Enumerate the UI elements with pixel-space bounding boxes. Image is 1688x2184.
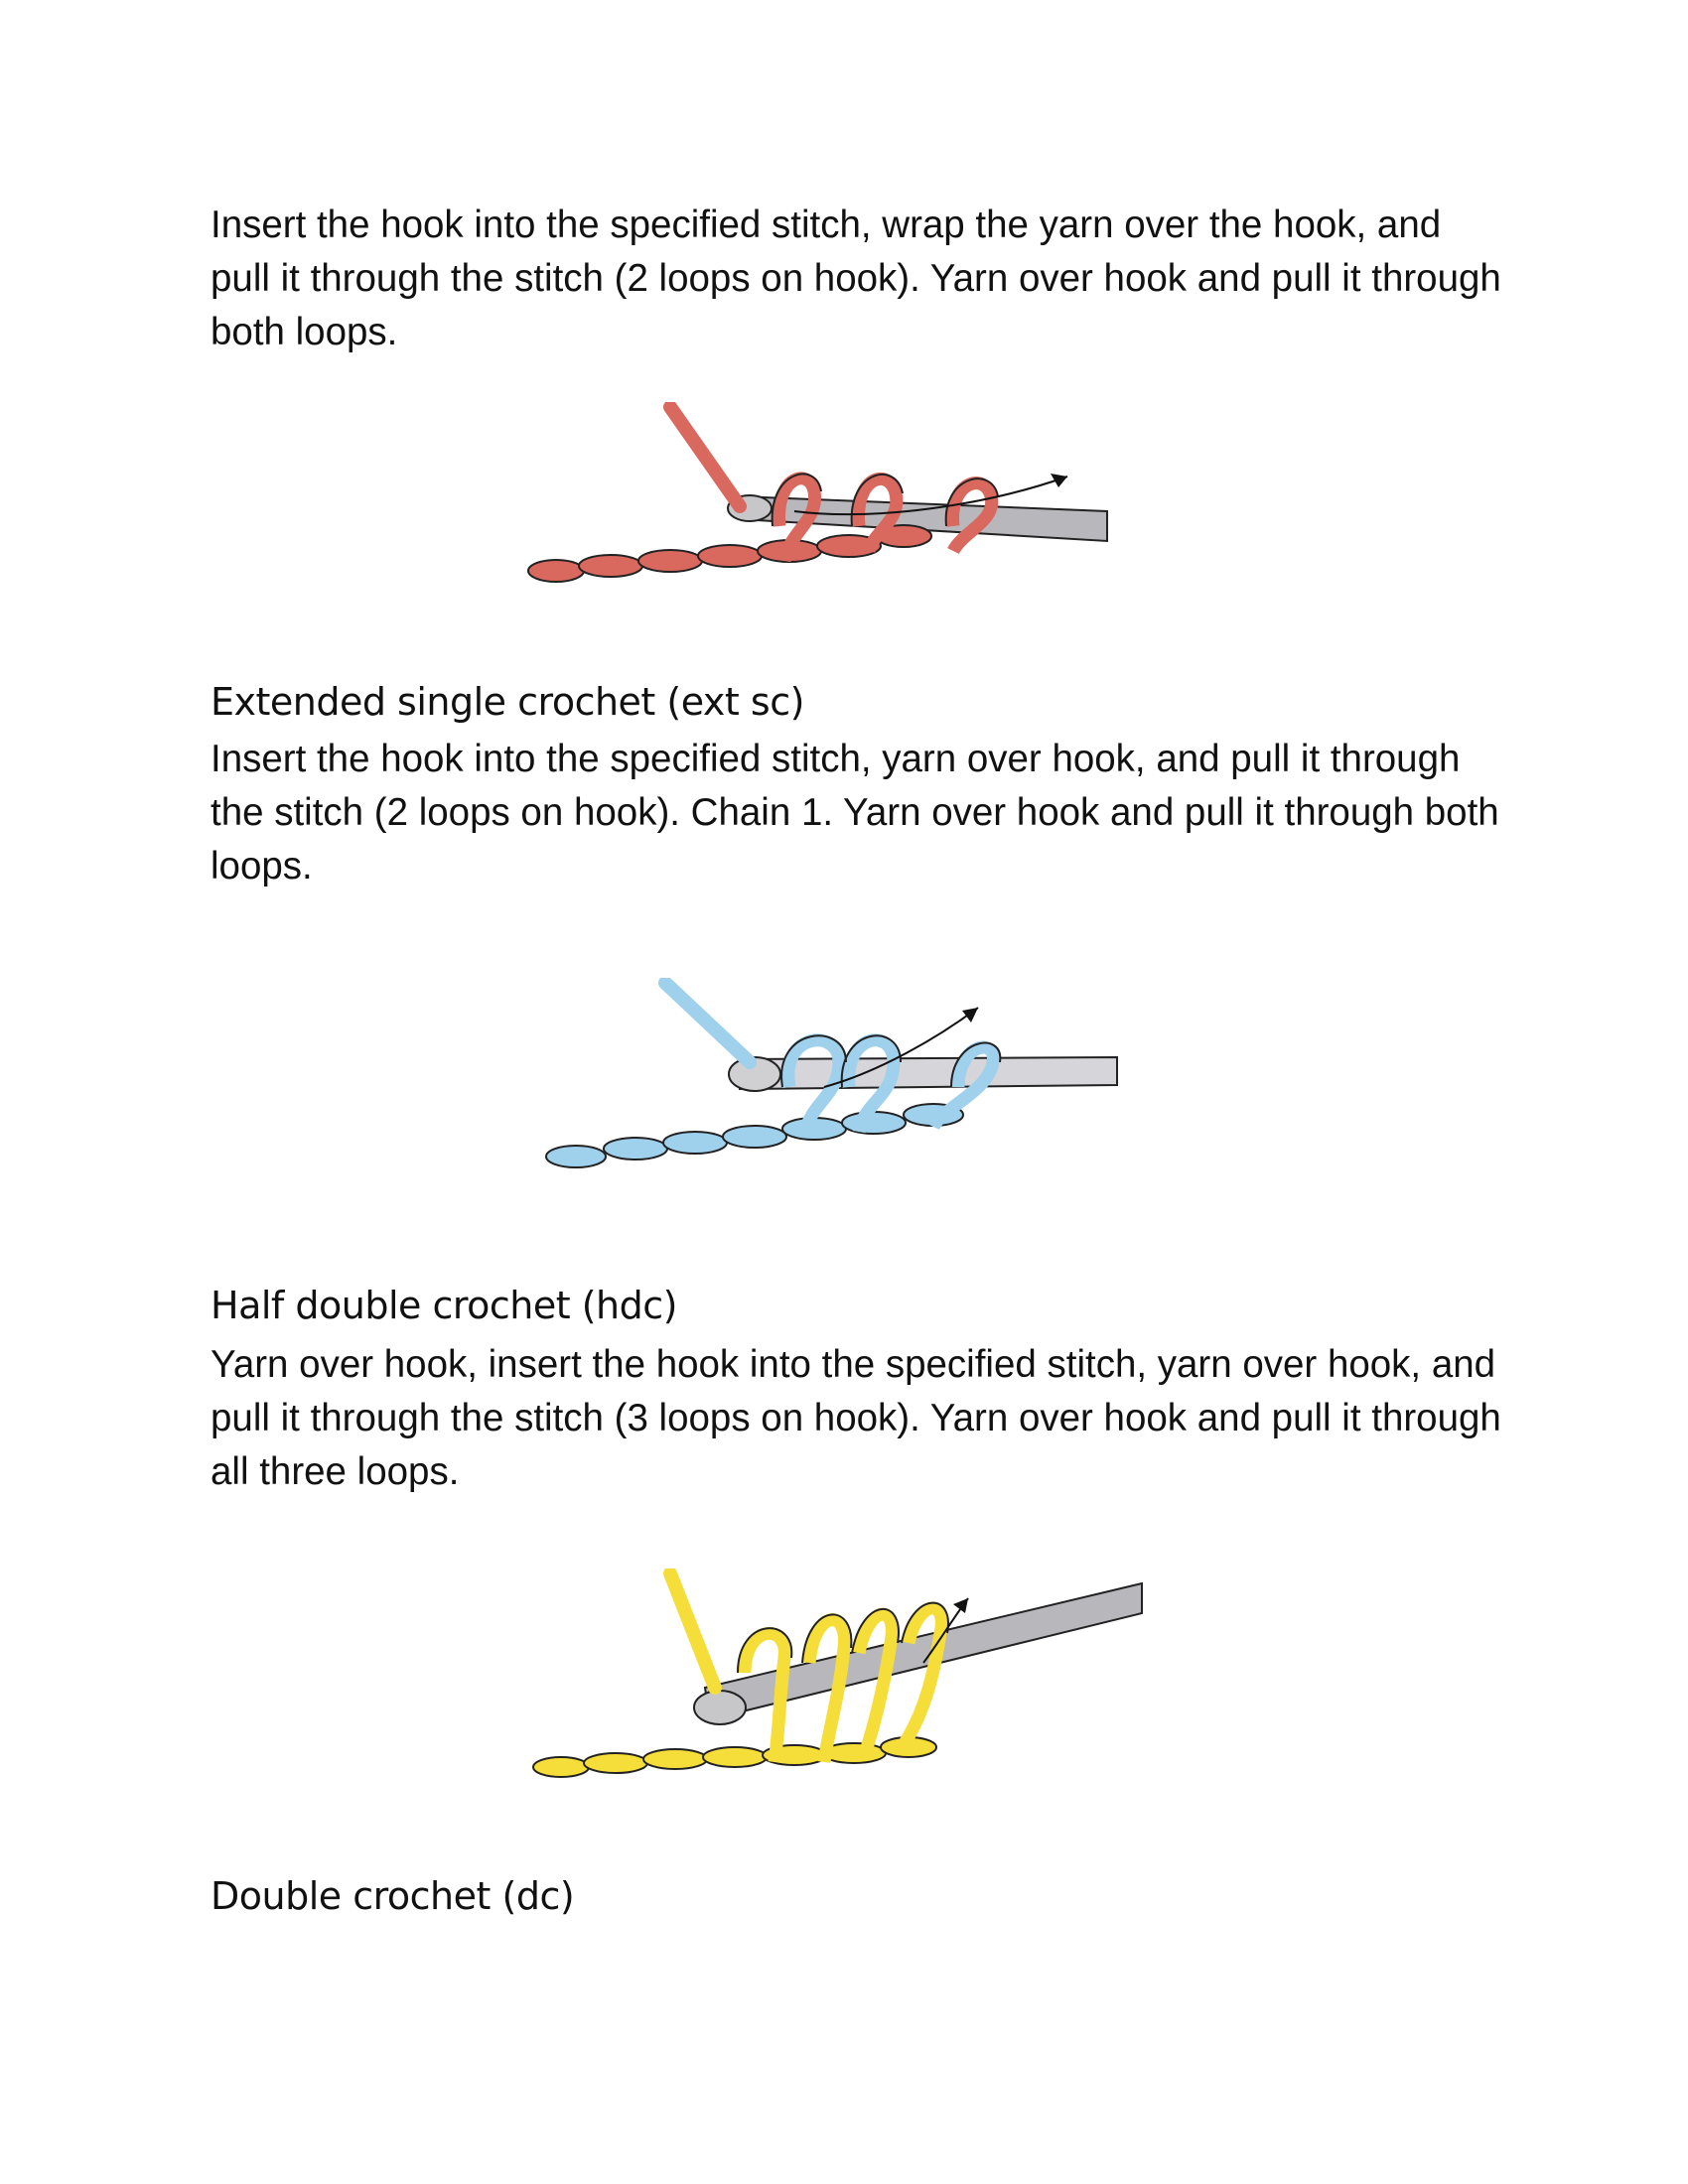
extended-single-crochet-illustration <box>541 978 1137 1206</box>
section-body-half-double-crochet: Yarn over hook, insert the hook into the specified stitch, yarn over hook, and pull it through the stitch (3 loops on hook). Yarn over hook and pull it through all three loops. <box>211 1343 1501 1493</box>
section-heading-half-double-crochet: Half double crochet (hdc) <box>211 1284 677 1327</box>
section-heading-extended-single-crochet: Extended single crochet (ext sc) <box>211 680 804 724</box>
section-body-extended-single-crochet: Insert the hook into the specified stitch, yarn over hook, and pull it through the stitch (2 loops on hook). Chain 1. Yarn over hook and pull it through both loops. <box>211 738 1499 887</box>
intro-paragraph: Insert the hook into the specified stitch, wrap the yarn over the hook, and pull it through the stitch (2 loops on hook). Yarn over hook and pull it through both loops. <box>211 204 1501 353</box>
section-heading-double-crochet: Double crochet (dc) <box>211 1874 575 1918</box>
single-crochet-illustration <box>526 402 1122 611</box>
half-double-crochet-illustration <box>531 1569 1167 1827</box>
